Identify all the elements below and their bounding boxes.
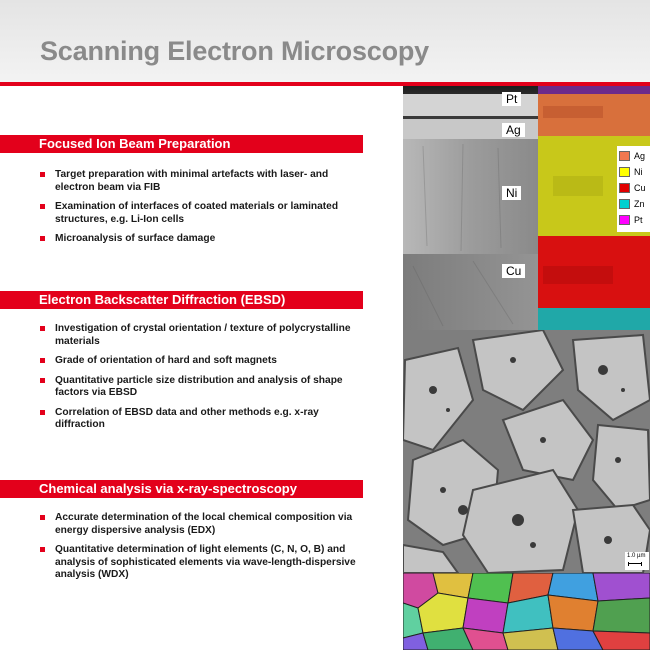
bullet-text: Grade of orientation of hard and soft magnets	[55, 355, 277, 366]
scale-bar-icon	[628, 562, 642, 566]
bullet-text: Microanalysis of surface damage	[55, 233, 216, 244]
bullet-text: Quantitative determination of light elements (C, N, O, B) and analysis of sophisticated elements via wave-length-dispersive analysis (WDX)	[55, 544, 356, 580]
layer-label-ag: Ag	[502, 123, 525, 137]
list-item	[40, 407, 370, 432]
list-item	[40, 544, 370, 582]
bullet-square-icon	[40, 172, 45, 177]
bullet-square-icon	[40, 410, 45, 415]
legend-item-cu	[619, 180, 648, 196]
fib-image-graphic	[403, 86, 650, 330]
image-column	[403, 86, 650, 650]
bullet-text: Target preparation with minimal artefacts with laser- and electron beam via FIB	[55, 169, 329, 193]
ebsd-orientation-map	[403, 573, 650, 650]
section-heading-fib: Focused Ion Beam Preparation	[0, 135, 363, 153]
bullet-list-fib	[40, 169, 370, 253]
bullet-square-icon	[40, 326, 45, 331]
bullet-square-icon	[40, 547, 45, 552]
bullet-text: Accurate determination of the local chemical composition via energy dispersive analysis (EDX)	[55, 512, 353, 536]
ebsd-image-graphic	[403, 573, 650, 650]
layer-label-cu: Cu	[502, 264, 525, 278]
list-item	[40, 169, 370, 194]
legend-swatch	[619, 151, 630, 161]
list-item	[40, 512, 370, 537]
bullet-text: Examination of interfaces of coated materials or laminated structures, e.g. Li-Ion cells	[55, 201, 339, 225]
sem-image-graphic	[403, 330, 650, 573]
list-item	[40, 233, 370, 246]
list-item	[40, 323, 370, 348]
legend-swatch	[619, 199, 630, 209]
scale-label: 1.0 µm	[627, 553, 646, 559]
legend-item-pt	[619, 212, 648, 228]
legend-label: Ni	[634, 167, 643, 177]
layer-label-pt: Pt	[502, 92, 521, 106]
bullet-list-xray	[40, 512, 370, 589]
element-legend	[617, 146, 650, 232]
bullet-text: Correlation of EBSD data and other methods e.g. x-ray diffraction	[55, 406, 319, 430]
list-item	[40, 201, 370, 226]
legend-item-ni	[619, 164, 648, 180]
fib-cross-section-image	[403, 86, 650, 330]
page-title: Scanning Electron Microscopy	[40, 36, 429, 66]
scale-bar	[625, 552, 649, 570]
legend-label: Zn	[634, 199, 645, 209]
sem-micrograph-image	[403, 330, 650, 573]
bullet-square-icon	[40, 378, 45, 383]
legend-item-ag	[619, 148, 648, 164]
bullet-square-icon	[40, 515, 45, 520]
layer-label-ni: Ni	[502, 186, 521, 200]
legend-swatch	[619, 167, 630, 177]
bullet-text: Investigation of crystal orientation / texture of polycrystalline materials	[55, 323, 351, 347]
header-band	[0, 0, 650, 83]
section-heading-ebsd: Electron Backscatter Diffraction (EBSD)	[0, 291, 363, 309]
bullet-list-ebsd	[40, 323, 370, 439]
legend-label: Cu	[634, 183, 646, 193]
bullet-square-icon	[40, 358, 45, 363]
legend-label: Ag	[634, 151, 646, 161]
list-item	[40, 375, 370, 400]
legend-swatch	[619, 215, 630, 225]
legend-item-zn	[619, 196, 648, 212]
bullet-square-icon	[40, 204, 45, 209]
section-heading-xray: Chemical analysis via x-ray-spectroscopy	[0, 480, 363, 498]
bullet-text: Quantitative particle size distribution and analysis of shape factors via EBSD	[55, 374, 343, 398]
legend-swatch	[619, 183, 630, 193]
list-item	[40, 355, 370, 368]
legend-label: Pt	[634, 215, 643, 225]
bullet-square-icon	[40, 236, 45, 241]
